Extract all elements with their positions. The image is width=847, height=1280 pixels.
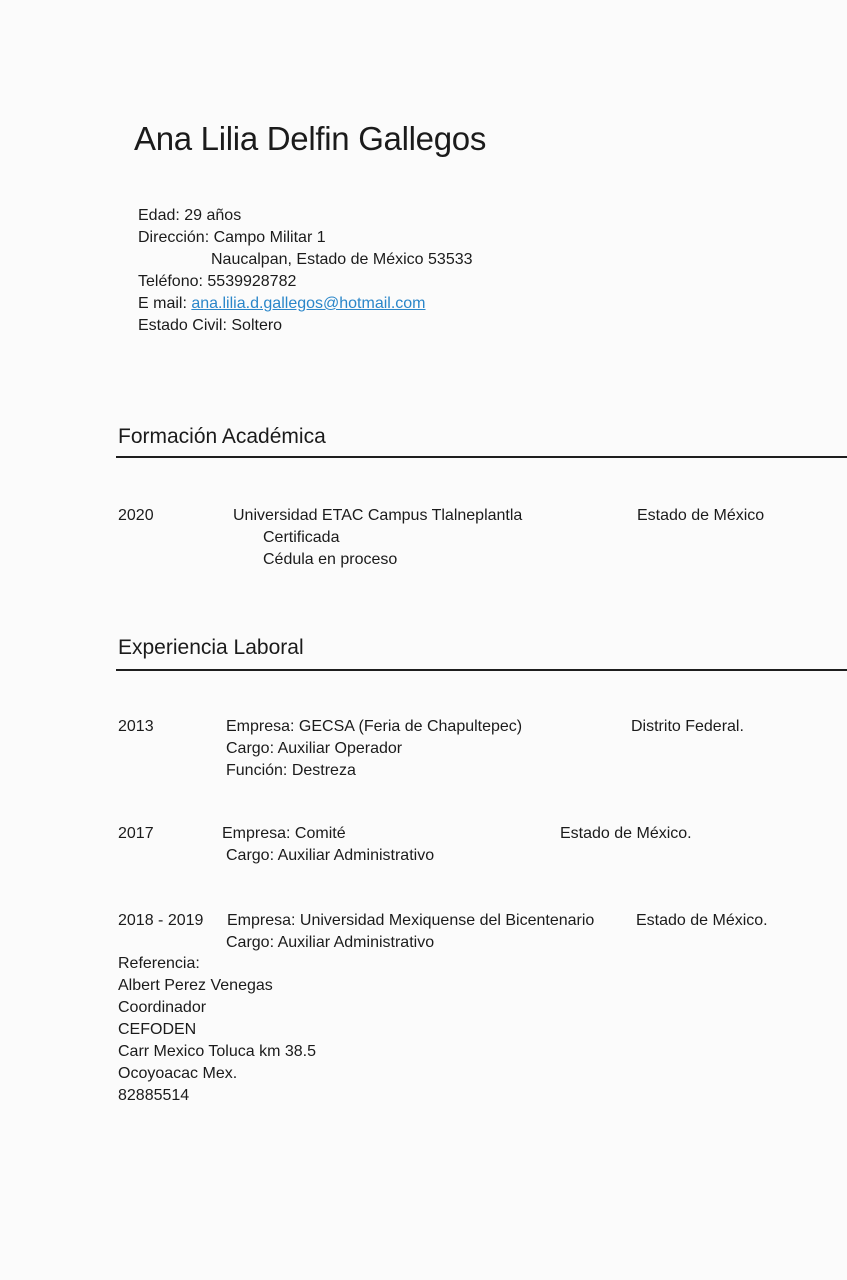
education-divider [116, 456, 847, 458]
experience-year: 2013 [118, 718, 154, 735]
civil-status-line [138, 315, 282, 337]
reference-label: Referencia: [118, 955, 200, 972]
address-line1: Campo Militar 1 [213, 229, 326, 246]
experience-location: Estado de México. [636, 912, 768, 929]
reference-organization: CEFODEN [118, 1021, 197, 1038]
candidate-name: Ana Lilia Delfin Gallegos [134, 120, 487, 157]
phone-line [138, 271, 296, 293]
age-label: Edad: [138, 207, 180, 224]
address-label: Dirección: [138, 229, 210, 246]
address-line [138, 227, 326, 249]
civil-status-label: Estado Civil: [138, 317, 227, 334]
experience-year: 2017 [118, 825, 154, 842]
civil-status-value: Soltero [231, 317, 283, 334]
reference-phone: 82885514 [118, 1087, 190, 1104]
education-heading: Formación Académica [118, 425, 326, 448]
experience-divider [116, 669, 847, 671]
experience-role: Cargo: Auxiliar Administrativo [226, 934, 435, 951]
age-value: 29 años [184, 207, 242, 224]
email-link[interactable]: ana.lilia.d.gallegos@hotmail.com [191, 295, 426, 312]
age-line [138, 205, 241, 227]
email-label: E mail: [138, 295, 187, 312]
experience-year: 2018 - 2019 [118, 912, 204, 929]
experience-company: Empresa: Universidad Mexiquense del Bicentenario [227, 912, 595, 929]
reference-name: Albert Perez Venegas [118, 977, 273, 994]
education-license: Cédula en proceso [263, 551, 398, 568]
reference-title: Coordinador [118, 999, 207, 1016]
address-line2: Naucalpan, Estado de México 53533 [211, 251, 473, 268]
education-year: 2020 [118, 507, 154, 524]
education-location: Estado de México [637, 507, 765, 524]
experience-role: Cargo: Auxiliar Operador [226, 740, 403, 757]
experience-heading: Experiencia Laboral [118, 636, 304, 659]
education-status: Certificada [263, 529, 340, 546]
experience-location: Estado de México. [560, 825, 692, 842]
phone-label: Teléfono: [138, 273, 203, 290]
phone-value: 5539928782 [207, 273, 297, 290]
experience-role: Cargo: Auxiliar Administrativo [226, 847, 435, 864]
experience-company: Empresa: GECSA (Feria de Chapultepec) [226, 718, 523, 735]
email-line [138, 293, 426, 315]
reference-address: Carr Mexico Toluca km 38.5 [118, 1043, 316, 1060]
reference-city: Ocoyoacac Mex. [118, 1065, 238, 1082]
experience-company: Empresa: Comité [222, 825, 346, 842]
education-institution: Universidad ETAC Campus Tlalneplantla [233, 507, 523, 524]
experience-function: Función: Destreza [226, 762, 356, 779]
experience-location: Distrito Federal. [631, 718, 744, 735]
